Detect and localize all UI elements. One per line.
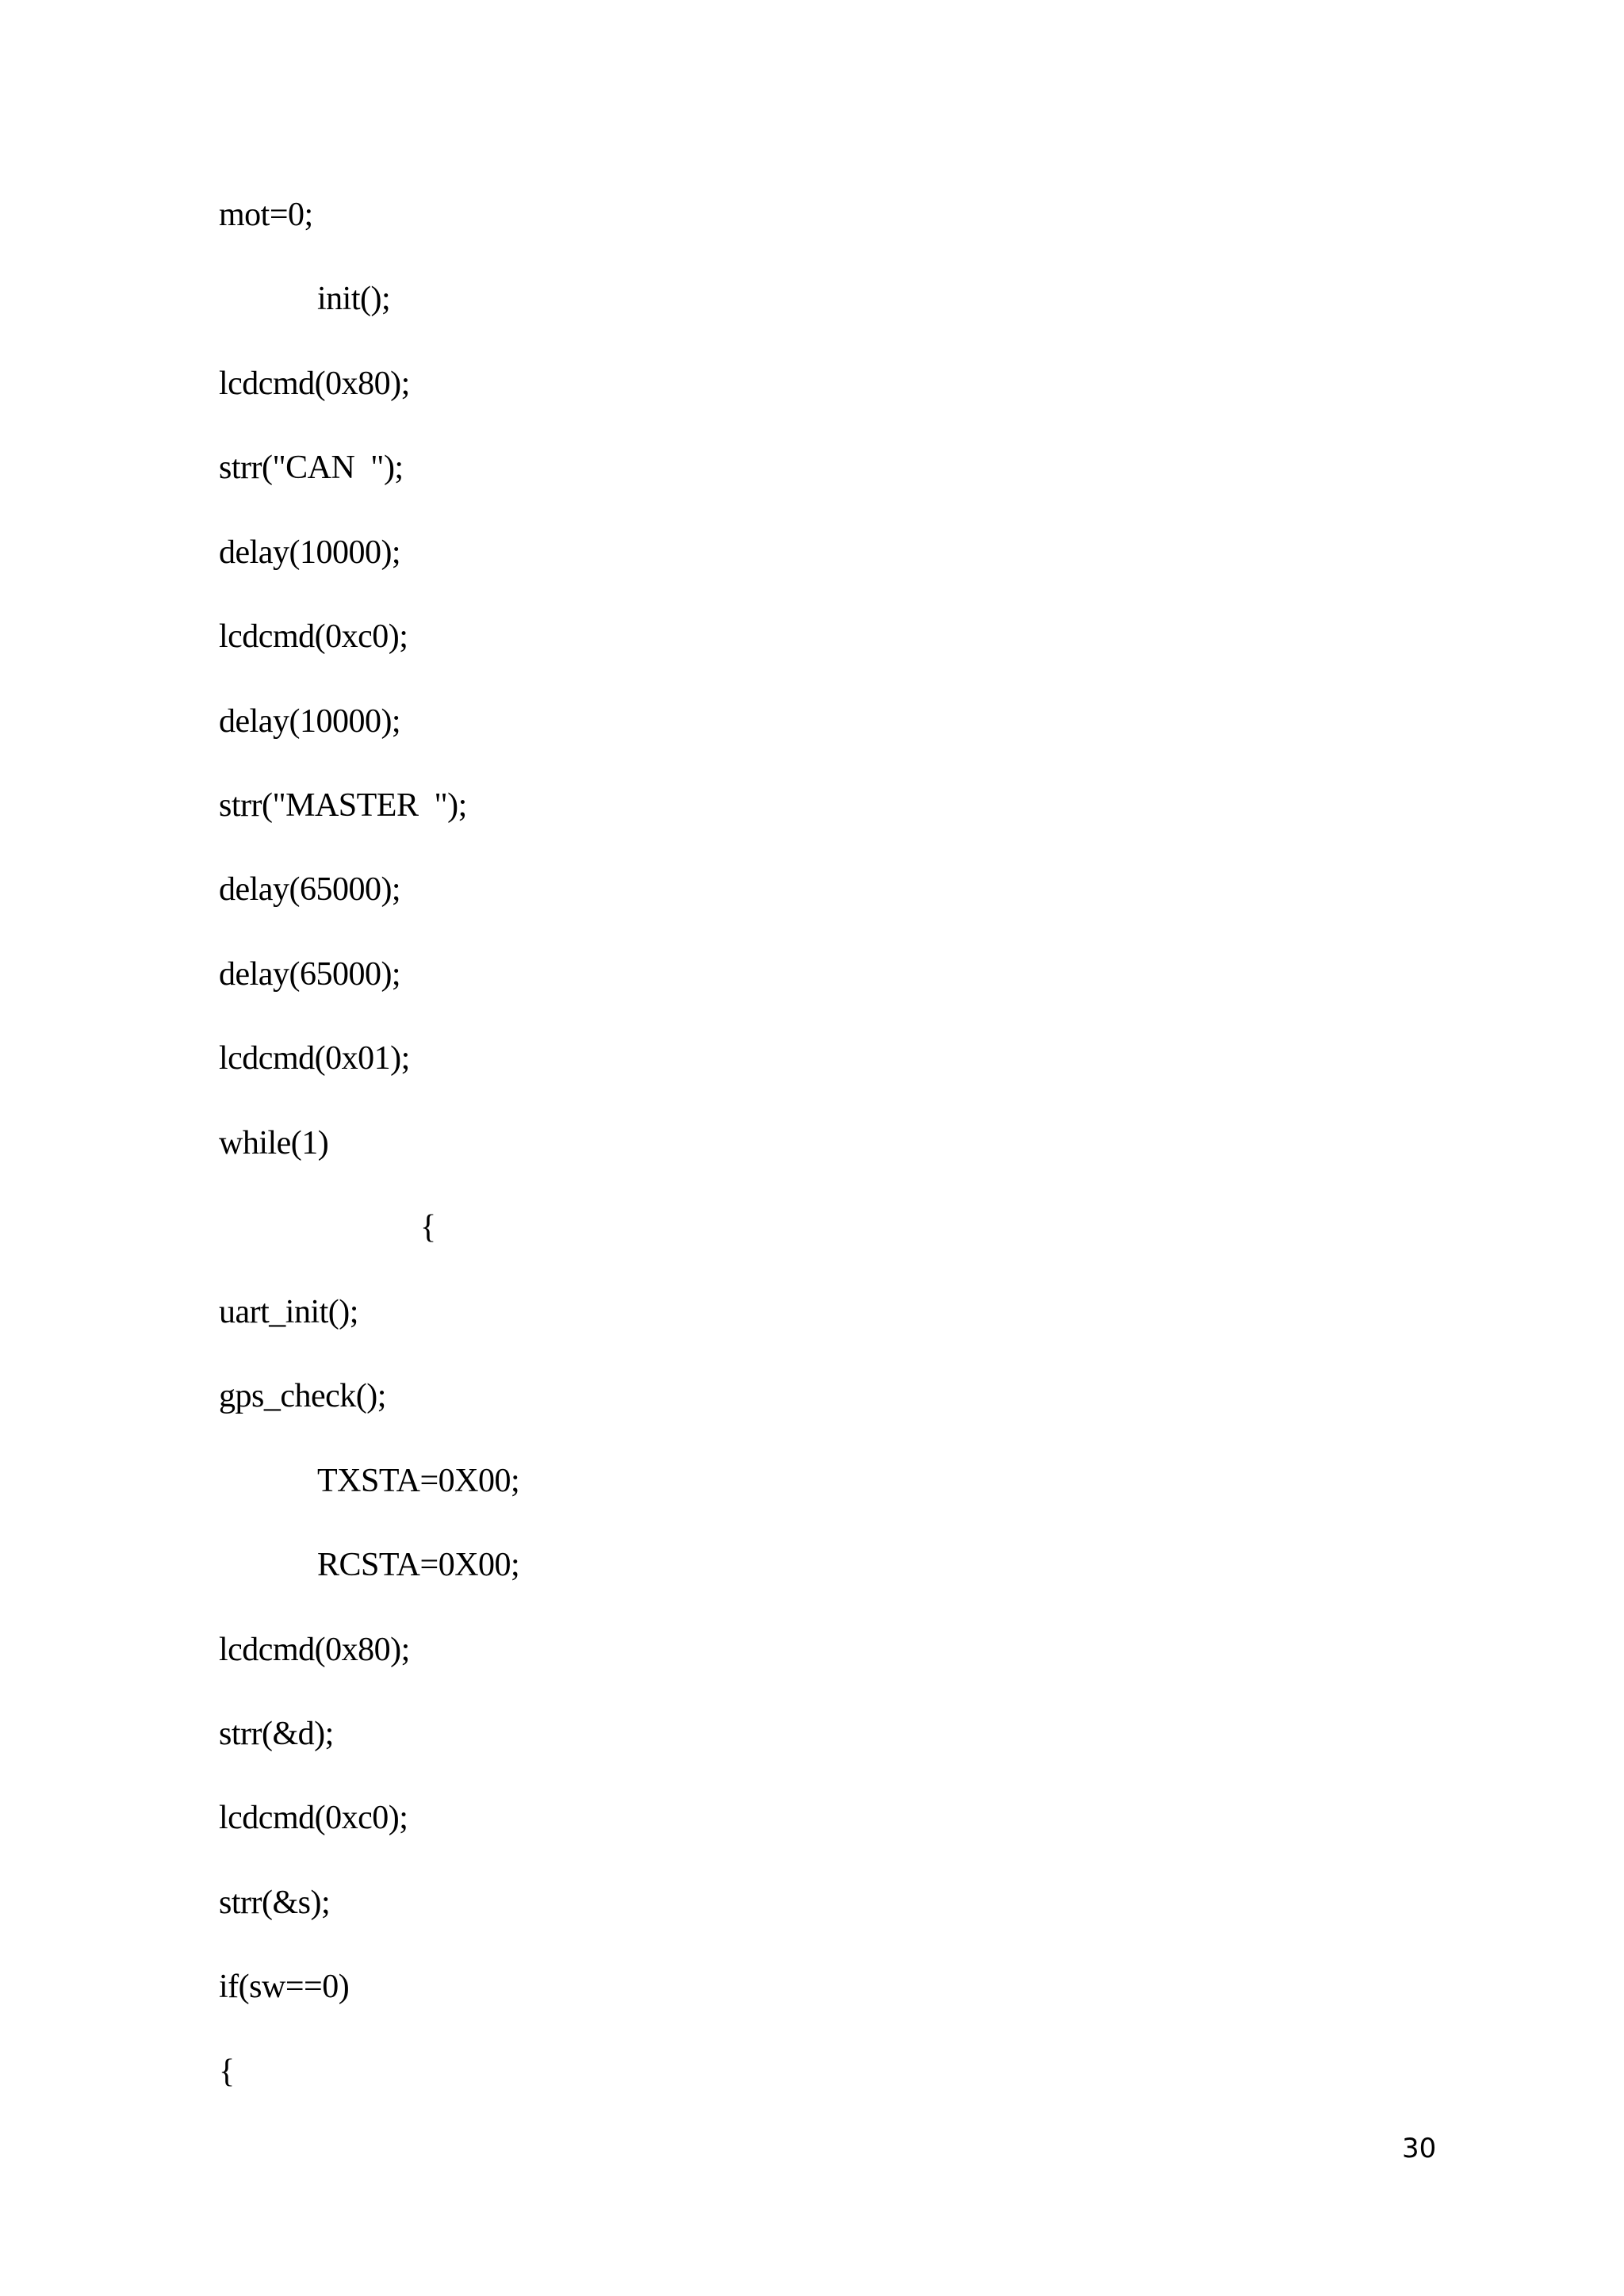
code-line: init(); xyxy=(317,281,391,317)
code-line: uart_init(); xyxy=(219,1294,358,1330)
code-line: lcdcmd(0xc0); xyxy=(219,618,408,655)
code-line: lcdcmd(0x01); xyxy=(219,1040,410,1077)
code-line: lcdcmd(0xc0); xyxy=(219,1800,408,1836)
code-line: TXSTA=0X00; xyxy=(317,1463,520,1499)
code-line: mot=0; xyxy=(219,197,313,233)
code-line: strr(&s); xyxy=(219,1885,331,1921)
page-number: 30 xyxy=(1402,2133,1437,2164)
code-line: { xyxy=(219,2053,235,2090)
code-line: delay(65000); xyxy=(219,956,401,993)
code-line: gps_check(); xyxy=(219,1378,386,1414)
code-line: strr("MASTER "); xyxy=(219,787,467,824)
code-line: delay(65000); xyxy=(219,871,401,908)
code-line: strr(&d); xyxy=(219,1716,334,1752)
code-line: if(sw==0) xyxy=(219,1969,350,2005)
code-line: delay(10000); xyxy=(219,703,401,740)
code-line: while(1) xyxy=(219,1125,329,1161)
code-line: lcdcmd(0x80); xyxy=(219,1632,410,1668)
code-line: RCSTA=0X00; xyxy=(317,1547,520,1583)
code-line: { xyxy=(420,1209,436,1246)
code-line: lcdcmd(0x80); xyxy=(219,365,410,402)
code-line: delay(10000); xyxy=(219,534,401,571)
code-line: strr("CAN "); xyxy=(219,450,404,486)
